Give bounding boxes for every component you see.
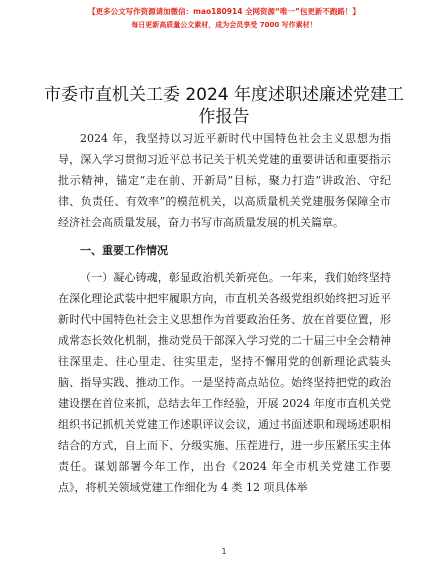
section-heading: 一、重要工作情况 bbox=[80, 244, 168, 257]
promo-banner-line-2: 每日更新高质量公文素材，成为会员享受 7000 写作素材！ bbox=[131, 21, 317, 29]
document-title: 市委市直机关工委 2024 年度述职述廉述党建工作报告 bbox=[43, 85, 405, 127]
page-number: 1 bbox=[221, 547, 227, 556]
section-paragraph: （一）凝心铸魂，彰显政治机关新亮色。一年来，我们始终坚持在深化理论武装中把牢履职方向，市直机关各级党组织始终把习近平新时代中国特色社会主义思想作为首要政治任务、放在首要位置，形成常态长效化机制，推动党员干部深入学习党的二十届三中全会精神往深里走、往心里走、往实里走，坚持不懈用党的创新理论武装头脑、指导实践、推动工作。一是坚持高点站位。始终坚持把党的政治建设摆在首位来抓，总结去年工作经验，开展 2024 年度市直机关党组织书记抓机关党建工作述职评议会议，通过书面述职和现场述职相结合的方式，自上而下、分级实施、压茬进行，进一步压紧压实主体责任。谋划部署今年工作，出台《2024 年全市机关党建工作要点》，将机关领域党建工作细化为 4 类 12 项具体举 bbox=[58, 271, 391, 494]
promo-banner-line-1: 【更多公文写作资源请加微信：mao180914 全网资源“唯一”包更新不跑路！】 bbox=[88, 7, 360, 16]
intro-paragraph: 2024 年，我坚持以习近平新时代中国特色社会主义思想为指导，深入学习贯彻习近平总书记关于机关党建的重要讲话和重要指示批示精神，锚定“走在前、开新局”目标，聚力打造“讲政治、守纪律、负责任、有效率”的模范机关，以高质量机关党建服务保障全市经济社会高质量发展，奋力书写市高质量发展的机关篇章。 bbox=[58, 132, 391, 229]
promo-banner bbox=[0, 6, 448, 31]
document-body bbox=[58, 128, 391, 498]
